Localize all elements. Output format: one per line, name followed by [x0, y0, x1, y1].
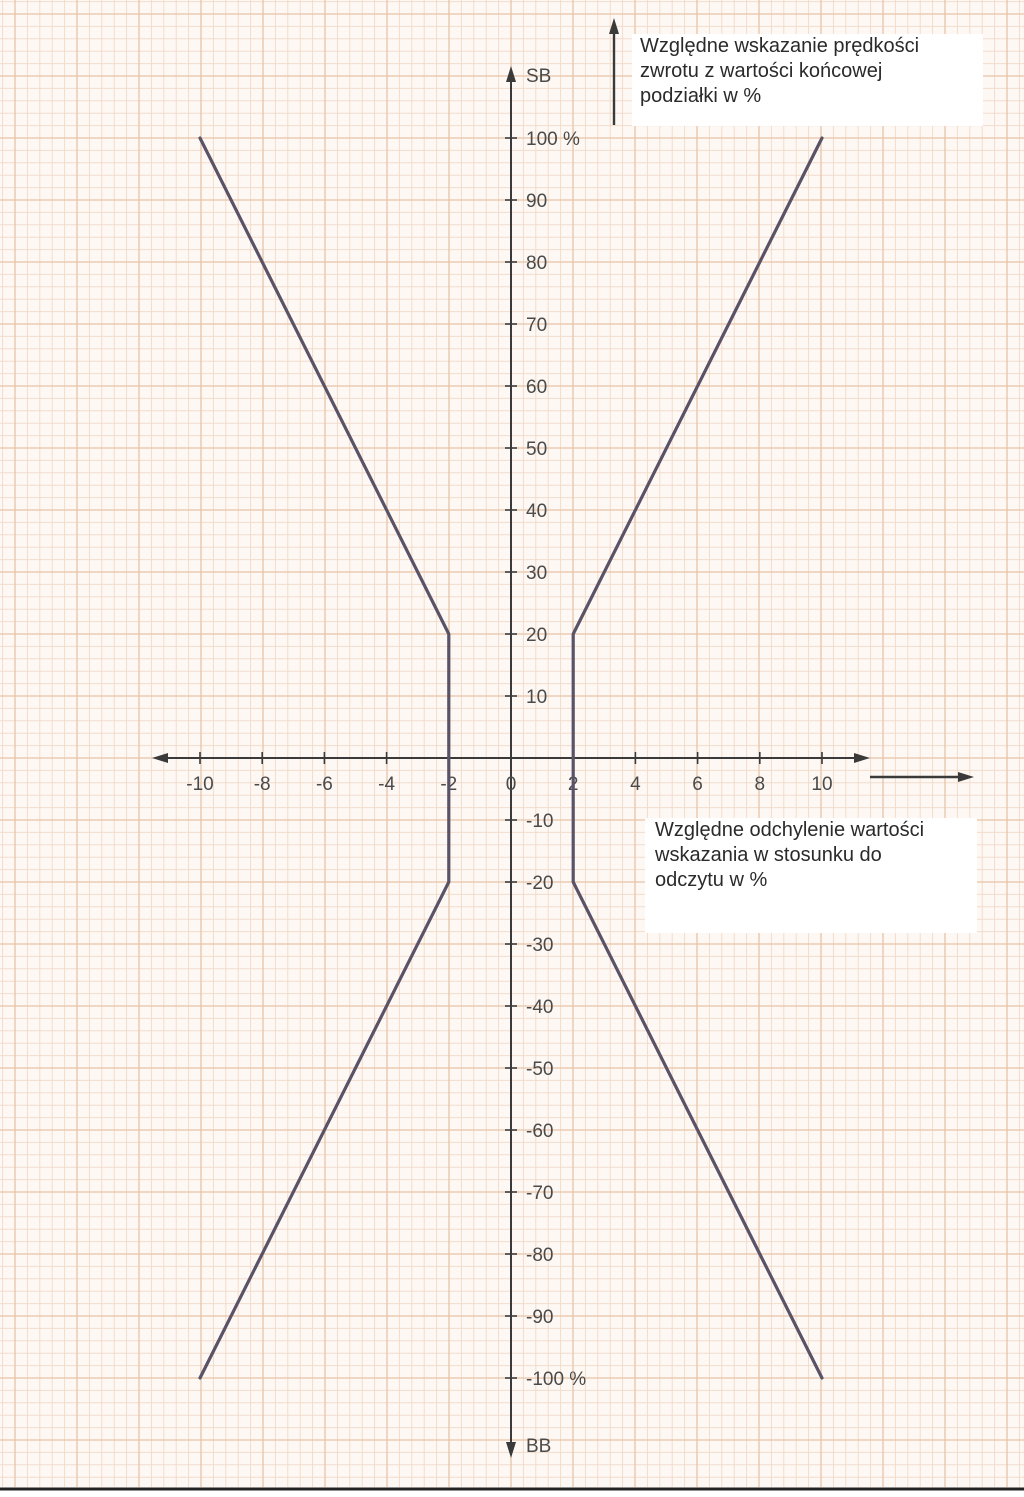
y-tick-label: -100 %: [526, 1369, 587, 1390]
x-tick-label: 10: [811, 774, 833, 795]
y-axis-note-line: Względne wskazanie prędkości: [640, 35, 920, 57]
y-tick-label: -40: [526, 997, 554, 1018]
x-axis-note-line: odczytu w %: [655, 869, 768, 891]
x-tick-label: 4: [630, 774, 641, 795]
y-tick-label: 90: [526, 191, 548, 212]
x-tick-label: 6: [692, 774, 703, 795]
x-axis-note-line: Względne odchylenie wartości: [655, 819, 925, 841]
y-axis-note: [632, 34, 983, 126]
y-tick-label: 50: [526, 439, 548, 460]
x-tick-label: -8: [253, 774, 271, 795]
y-tick-label: -70: [526, 1183, 554, 1204]
y-tick-label: -50: [526, 1059, 554, 1080]
x-tick-label: -2: [440, 774, 458, 795]
x-axis-note-line: wskazania w stosunku do: [655, 844, 882, 866]
axis-top-label: SB: [526, 66, 552, 87]
y-tick-label: -80: [526, 1245, 554, 1266]
y-tick-label: -20: [526, 873, 554, 894]
axis-bottom-label: BB: [526, 1436, 552, 1457]
y-tick-label: 60: [526, 377, 548, 398]
x-tick-label: -6: [315, 774, 333, 795]
y-tick-label: 100 %: [526, 129, 580, 150]
x-tick-label: -4: [378, 774, 396, 795]
y-axis-note-line: zwrotu z wartości końcowej: [640, 60, 883, 82]
y-axis-note-line: podziałki w %: [640, 85, 762, 107]
y-tick-label: 70: [526, 315, 548, 336]
y-tick-label: -60: [526, 1121, 554, 1142]
y-tick-label: 10: [526, 687, 548, 708]
y-tick-label: 40: [526, 501, 548, 522]
x-tick-label: 8: [754, 774, 766, 795]
y-tick-label: 80: [526, 253, 548, 274]
x-tick-label: 2: [567, 774, 579, 795]
y-tick-label: 30: [526, 563, 548, 584]
x-tick-label: 0: [505, 774, 517, 795]
x-axis-note: [645, 818, 977, 933]
y-tick-label: 20: [526, 625, 548, 646]
y-tick-label: -10: [526, 811, 554, 832]
y-tick-label: -90: [526, 1307, 554, 1328]
y-tick-label: -30: [526, 935, 554, 956]
x-tick-label: -10: [186, 774, 214, 795]
